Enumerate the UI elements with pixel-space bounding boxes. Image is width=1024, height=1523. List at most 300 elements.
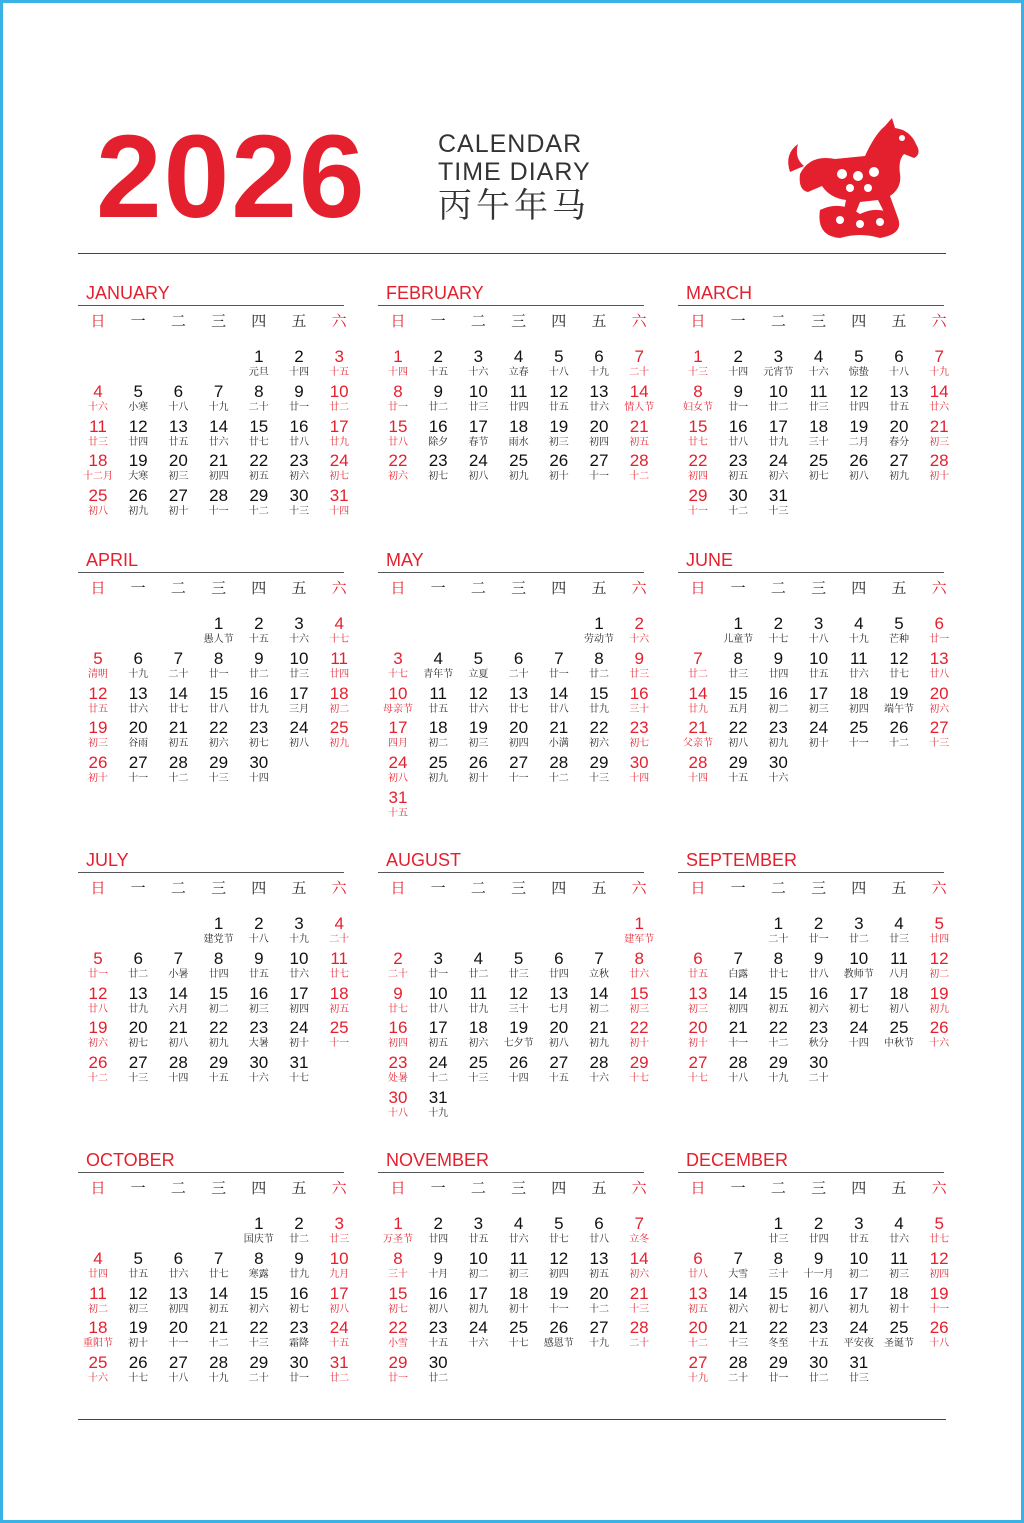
day-cell (799, 684, 839, 716)
day-number: 27 (549, 1053, 569, 1073)
lunar-date: 初六 (728, 1303, 749, 1315)
day-number: 19 (88, 1018, 108, 1038)
weekday-header: 日 (90, 579, 106, 597)
lunar-date: 十三 (688, 367, 708, 378)
day-number: 22 (388, 1318, 408, 1338)
day-number: 11 (509, 381, 528, 401)
lunar-date: 小满 (548, 738, 569, 750)
day-cell (78, 1318, 118, 1350)
lunar-date: 初二 (208, 1003, 229, 1015)
day-number: 26 (549, 451, 569, 471)
day-cell (879, 451, 919, 483)
lunar-date: 初三 (808, 703, 829, 715)
lunar-date: 初八 (808, 1303, 829, 1315)
day-number: 9 (433, 381, 443, 401)
day-cell (539, 382, 579, 414)
day-cell (799, 382, 839, 414)
day-number: 13 (128, 683, 148, 703)
lunar-date: 立冬 (629, 1234, 650, 1245)
day-cell (158, 684, 198, 716)
day-number: 19 (128, 1318, 148, 1338)
day-number: 4 (334, 914, 344, 933)
day-cell (758, 684, 798, 716)
day-cell (319, 347, 359, 379)
day-cell (579, 1053, 619, 1085)
weekday-header: 日 (390, 1179, 406, 1197)
weekday-header: 三 (511, 879, 527, 897)
day-cell (319, 486, 359, 518)
day-number: 25 (428, 753, 448, 773)
day-cell (279, 1284, 319, 1316)
weekday-header: 二 (170, 312, 186, 330)
lunar-date: 初五 (688, 1303, 708, 1315)
day-number: 1 (773, 914, 784, 933)
day-cell (378, 684, 418, 716)
lunar-date: 廿八 (388, 436, 408, 448)
lunar-date: 廿二 (428, 401, 449, 413)
day-number: 9 (393, 983, 403, 1003)
day-cell (839, 718, 879, 750)
lunar-date: 十五 (428, 1338, 449, 1350)
day-number: 23 (428, 1318, 448, 1338)
weekday-header: 三 (511, 312, 527, 330)
day-cell (839, 1249, 879, 1281)
lunar-date: 初九 (428, 773, 449, 785)
day-cell (799, 451, 839, 483)
lunar-date: 二十 (329, 934, 350, 945)
day-number: 10 (849, 1248, 869, 1268)
day-cell (158, 1284, 198, 1316)
lunar-date: 十六 (468, 1338, 489, 1350)
lunar-date: 五月 (728, 703, 749, 715)
lunar-date: 感恩节 (543, 1338, 574, 1350)
day-number: 2 (254, 614, 264, 633)
day-number: 9 (634, 648, 644, 668)
lunar-date: 初七 (289, 1303, 309, 1315)
day-cell (678, 753, 718, 785)
lunar-date: 廿六 (929, 401, 950, 413)
day-cell (199, 984, 239, 1016)
lunar-date: 十五 (728, 773, 749, 785)
lunar-date: 十六 (808, 367, 829, 378)
day-number: 29 (688, 486, 708, 506)
day-number: 3 (393, 648, 403, 668)
day-number: 11 (469, 983, 488, 1003)
lunar-date: 初十 (289, 1038, 309, 1050)
day-cell (758, 347, 798, 379)
day-cell (619, 984, 659, 1016)
day-number: 19 (549, 416, 569, 436)
day-cell (78, 1018, 118, 1050)
day-cell (799, 718, 839, 750)
day-cell (378, 1018, 418, 1050)
day-number: 7 (213, 381, 224, 401)
day-cell (279, 486, 319, 518)
day-number: 15 (209, 983, 229, 1003)
day-cell (378, 1249, 418, 1281)
day-cell (158, 1318, 198, 1350)
lunar-date: 四月 (388, 738, 408, 750)
lunar-date: 二十 (508, 668, 529, 680)
weekday-header: 四 (551, 879, 567, 897)
day-cell (418, 1214, 458, 1246)
day-number: 8 (773, 948, 784, 968)
weekday-header: 三 (511, 1179, 527, 1197)
day-cell (199, 1053, 239, 1085)
day-cell (579, 984, 619, 1016)
lunar-date: 初四 (728, 1003, 749, 1015)
day-number: 9 (813, 948, 824, 968)
lunar-date: 十六 (289, 634, 309, 645)
lunar-date: 十四 (728, 367, 749, 378)
day-cell (579, 417, 619, 449)
day-cell (239, 1018, 279, 1050)
month-divider (378, 572, 644, 573)
day-number: 15 (388, 416, 408, 436)
lunar-date: 初八 (289, 738, 309, 750)
day-cell (619, 949, 659, 981)
day-number: 18 (509, 1283, 529, 1303)
day-number: 4 (513, 347, 524, 366)
day-cell (678, 984, 718, 1016)
day-number: 20 (168, 1318, 188, 1338)
day-number: 3 (813, 614, 824, 633)
day-cell (418, 1018, 458, 1050)
lunar-date: 十六 (768, 773, 789, 785)
day-cell (839, 347, 879, 379)
lunar-date: 廿四 (768, 668, 789, 680)
day-number: 18 (889, 1283, 909, 1303)
lunar-date: 初六 (208, 738, 229, 750)
lunar-date: 立夏 (468, 668, 489, 680)
day-cell (158, 1053, 198, 1085)
lunar-date: 初九 (768, 738, 789, 750)
day-number: 12 (929, 1248, 949, 1268)
day-cell (758, 417, 798, 449)
day-number: 30 (249, 1053, 269, 1073)
day-cell (758, 718, 798, 750)
day-cell (239, 614, 279, 646)
day-number: 12 (128, 1283, 148, 1303)
weekday-header: 六 (931, 312, 947, 330)
day-number: 24 (428, 1053, 448, 1073)
lunar-date: 十七 (289, 1073, 309, 1085)
lunar-date: 十八 (929, 1338, 950, 1350)
weekday-header: 五 (291, 879, 307, 897)
weekday-header: 五 (291, 579, 307, 597)
day-cell (78, 451, 118, 483)
lunar-date: 十七 (508, 1338, 529, 1350)
day-number: 2 (773, 614, 784, 633)
lunar-date: 廿一 (428, 968, 449, 980)
month-name: MARCH (686, 283, 752, 303)
day-cell (678, 649, 718, 681)
day-number: 27 (509, 753, 529, 773)
day-cell (78, 382, 118, 414)
day-cell (418, 382, 458, 414)
day-number: 11 (509, 1248, 528, 1268)
lunar-date: 情人节 (624, 401, 655, 413)
day-cell (879, 417, 919, 449)
lunar-date: 初六 (388, 471, 408, 483)
lunar-date: 廿一 (929, 634, 950, 645)
lunar-date: 廿六 (208, 436, 229, 448)
lunar-date: 二十 (388, 968, 408, 980)
day-cell (239, 451, 279, 483)
day-cell (239, 984, 279, 1016)
day-number: 25 (889, 1318, 909, 1338)
lunar-date: 初五 (629, 436, 650, 448)
weekday-header: 三 (211, 312, 227, 330)
day-cell (499, 451, 539, 483)
month-divider (78, 572, 344, 573)
lunar-date: 大寒 (128, 471, 149, 483)
day-cell (619, 753, 659, 785)
day-cell (718, 1353, 758, 1385)
lunar-date: 雨水 (508, 436, 529, 448)
day-cell (378, 1088, 418, 1120)
day-cell (319, 684, 359, 716)
lunar-date: 十三 (728, 1338, 749, 1350)
weekday-header: 五 (291, 1179, 307, 1197)
day-cell (678, 1318, 718, 1350)
day-cell (499, 718, 539, 750)
month-name: JULY (86, 850, 129, 870)
day-cell (458, 1053, 498, 1085)
day-cell (579, 753, 619, 785)
day-cell (718, 1053, 758, 1085)
day-cell (879, 984, 919, 1016)
lunar-date: 廿三 (629, 668, 650, 680)
day-number: 23 (728, 451, 748, 471)
day-number: 10 (329, 381, 349, 401)
day-cell (539, 753, 579, 785)
day-cell (539, 684, 579, 716)
lunar-date: 圣诞节 (884, 1338, 914, 1350)
day-number: 28 (929, 451, 949, 471)
day-cell (319, 718, 359, 750)
day-number: 4 (854, 614, 864, 633)
day-cell (839, 417, 879, 449)
weekday-header: 日 (690, 1179, 706, 1197)
lunar-date: 十八 (168, 401, 189, 413)
day-number: 20 (168, 451, 188, 471)
day-number: 22 (388, 451, 408, 471)
day-number: 26 (929, 1318, 949, 1338)
day-number: 28 (168, 753, 188, 773)
lunar-date: 廿七 (688, 436, 708, 448)
day-cell (718, 1318, 758, 1350)
day-number: 31 (329, 486, 349, 506)
day-number: 10 (849, 948, 869, 968)
day-cell (378, 1053, 418, 1085)
weekday-header: 六 (631, 1179, 647, 1197)
day-cell (919, 684, 959, 716)
day-cell (319, 1018, 359, 1050)
subtitle-zodiac: 丙午年马 (438, 186, 590, 226)
lunar-date: 二十 (728, 1373, 749, 1385)
day-number: 25 (468, 1053, 488, 1073)
day-cell (919, 984, 959, 1016)
day-cell (539, 649, 579, 681)
day-number: 10 (468, 1248, 488, 1268)
lunar-date: 初六 (589, 738, 609, 750)
day-number: 1 (393, 1214, 403, 1233)
day-cell (418, 451, 458, 483)
day-cell (458, 949, 498, 981)
lunar-date: 十八 (808, 634, 829, 645)
day-number: 14 (688, 683, 708, 703)
day-cell (579, 949, 619, 981)
day-number: 20 (128, 718, 148, 738)
day-cell (539, 347, 579, 379)
header-subtitle (438, 130, 591, 226)
lunar-date: 初十 (548, 471, 569, 483)
day-cell (78, 718, 118, 750)
month-divider (378, 1172, 644, 1173)
weekday-header: 日 (90, 312, 106, 330)
lunar-date: 十二月 (83, 471, 113, 483)
lunar-date: 初七 (329, 471, 350, 483)
lunar-date: 十三 (929, 738, 950, 750)
day-number: 30 (728, 486, 748, 506)
day-number: 28 (728, 1353, 748, 1373)
lunar-date: 廿一 (289, 401, 309, 413)
lunar-date: 廿八 (728, 436, 749, 448)
day-cell (718, 451, 758, 483)
lunar-date: 初二 (88, 1303, 108, 1315)
lunar-date: 廿五 (248, 968, 269, 980)
day-cell (279, 451, 319, 483)
lunar-date: 廿九 (589, 703, 609, 715)
lunar-date: 端午节 (884, 703, 914, 715)
day-cell (378, 788, 418, 820)
lunar-date: 春分 (889, 436, 909, 448)
day-number: 17 (388, 718, 408, 738)
lunar-date: 十九 (768, 1073, 789, 1085)
day-number: 27 (168, 1353, 188, 1373)
day-number: 13 (688, 1283, 708, 1303)
day-number: 5 (133, 1248, 143, 1268)
day-number: 24 (388, 753, 408, 773)
day-number: 22 (768, 1318, 788, 1338)
day-number: 11 (890, 948, 908, 968)
day-cell (539, 1284, 579, 1316)
day-cell (239, 347, 279, 379)
lunar-date: 元宵节 (763, 367, 794, 378)
lunar-date: 十月 (428, 1268, 449, 1280)
lunar-date: 廿四 (128, 436, 149, 448)
lunar-date: 十九 (128, 668, 149, 680)
weekday-header: 三 (211, 579, 227, 597)
day-number: 11 (429, 683, 448, 703)
lunar-date: 冬至 (768, 1338, 789, 1350)
day-cell (539, 949, 579, 981)
day-number: 21 (728, 1018, 748, 1038)
day-number: 18 (468, 1018, 488, 1038)
day-cell (319, 949, 359, 981)
lunar-date: 初八 (548, 1038, 569, 1050)
weekday-header: 六 (931, 1179, 947, 1197)
day-number: 22 (249, 451, 269, 471)
day-number: 21 (728, 1318, 748, 1338)
day-number: 3 (334, 347, 344, 366)
weekday-header: 四 (851, 1179, 867, 1197)
lunar-date: 廿二 (468, 968, 489, 980)
day-cell (758, 649, 798, 681)
lunar-date: 初五 (248, 471, 269, 483)
day-number: 24 (768, 451, 788, 471)
lunar-date: 十二 (768, 1038, 789, 1050)
weekday-header: 一 (730, 312, 746, 330)
lunar-date: 初三 (128, 1303, 149, 1315)
lunar-date: 初四 (548, 1268, 569, 1280)
day-cell (78, 649, 118, 681)
lunar-date: 十三 (289, 506, 309, 518)
lunar-date: 廿六 (128, 703, 149, 715)
lunar-date: 立春 (508, 367, 529, 378)
day-cell (418, 417, 458, 449)
day-number: 26 (509, 1053, 529, 1073)
day-number: 13 (889, 381, 909, 401)
day-cell (799, 1018, 839, 1050)
day-number: 26 (128, 486, 148, 506)
day-cell (579, 649, 619, 681)
lunar-date: 廿八 (208, 703, 229, 715)
lunar-date: 廿五 (848, 1234, 869, 1245)
lunar-date: 廿一 (768, 1373, 789, 1385)
lunar-date: 初六 (468, 1038, 489, 1050)
day-cell (378, 451, 418, 483)
day-number: 12 (468, 683, 488, 703)
day-number: 7 (733, 948, 743, 968)
day-number: 3 (334, 1214, 344, 1233)
day-number: 15 (249, 416, 269, 436)
weekday-header: 六 (331, 579, 347, 597)
day-cell (619, 382, 659, 414)
day-cell (579, 1018, 619, 1050)
lunar-date: 谷雨 (128, 738, 149, 750)
lunar-date: 廿五 (889, 401, 909, 413)
day-cell (758, 1318, 798, 1350)
lunar-date: 初八 (88, 506, 108, 518)
lunar-date: 廿八 (688, 1268, 708, 1280)
lunar-date: 廿三 (329, 1234, 350, 1245)
day-number: 25 (509, 451, 529, 471)
day-number: 3 (854, 1214, 864, 1233)
day-cell (458, 718, 498, 750)
lunar-date: 廿三 (808, 401, 829, 413)
day-cell (418, 684, 458, 716)
lunar-date: 初三 (548, 436, 569, 448)
day-cell (619, 1249, 659, 1281)
day-cell (239, 1214, 279, 1246)
weekday-header: 六 (931, 879, 947, 897)
day-number: 29 (209, 753, 229, 773)
day-number: 1 (594, 614, 604, 633)
day-cell (579, 1284, 619, 1316)
day-number: 5 (554, 347, 564, 366)
lunar-date: 初十 (808, 738, 829, 750)
weekday-header: 二 (770, 579, 786, 597)
day-cell (118, 753, 158, 785)
weekday-header: 三 (211, 1179, 227, 1197)
day-number: 14 (929, 381, 949, 401)
weekday-header: 二 (770, 879, 786, 897)
day-cell (279, 914, 319, 946)
day-number: 26 (929, 1018, 949, 1038)
day-number: 13 (929, 648, 949, 668)
